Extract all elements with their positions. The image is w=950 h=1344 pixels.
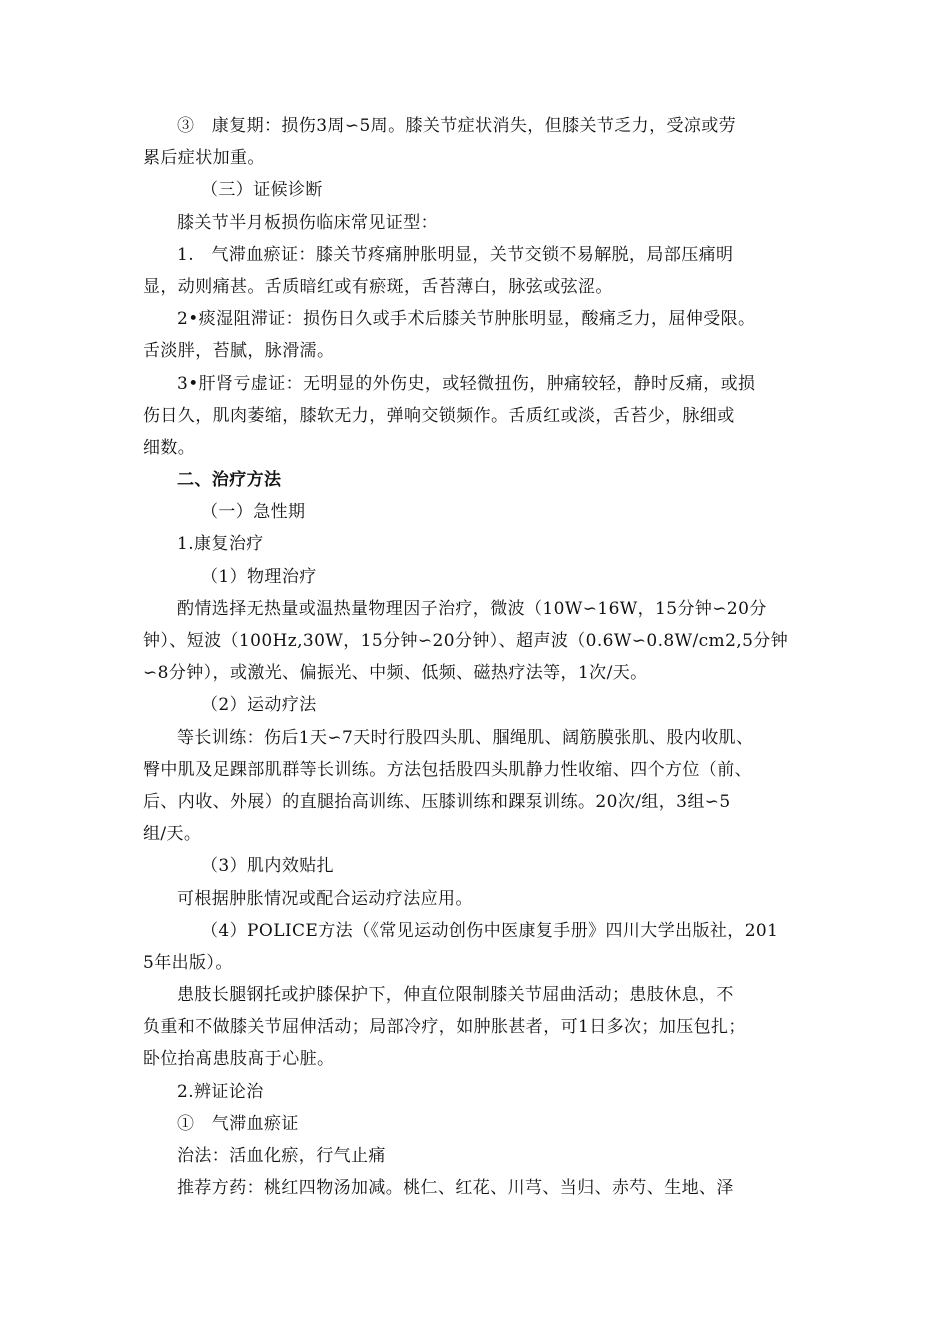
text-line: （一）急性期 <box>201 502 306 523</box>
text-line: （1）物理治疗 <box>201 566 317 587</box>
text-line: 3•肝肾亏虚证：无明显的外伤史，或轻微扭伤，肿痛较轻，静时反痛，或损 <box>177 373 756 394</box>
text-line: 患肢长腿钢托或护膝保护下，伸直位限制膝关节屈曲活动；患肢休息，不 <box>177 985 734 1006</box>
text-line: （4）POLICE方法（《常见运动创伤中医康复手册》四川大学出版社，201 <box>201 920 779 941</box>
text-line: ① 气滞血瘀证 <box>177 1113 299 1134</box>
text-line: 1. 气滞血瘀证：膝关节疼痛肿胀明显，关节交锁不易解脱，局部压痛明 <box>177 244 734 265</box>
text-line: 后、内收、外展）的直腿抬高训练、压膝训练和踝泵训练。20次/组，3组∽5 <box>143 791 731 812</box>
text-line: （三）证候诊断 <box>201 180 323 201</box>
text-line: 等长训练：伤后1天∽7天时行股四头肌、腘绳肌、阔筋膜张肌、股内收肌、 <box>177 727 754 748</box>
text-line: 舌淡胖，苔腻，脉滑濡。 <box>143 341 335 362</box>
text-line: 酌情选择无热量或温热量物理因子治疗，微波（10W∽16W，15分钟∽20分 <box>177 598 767 619</box>
text-line: ③ 康复期：损伤3周∽5周。膝关节症状消失，但膝关节乏力，受凉或劳 <box>177 116 737 136</box>
text-line: 2•痰湿阻滞证：损伤日久或手术后膝关节肿胀明显，酸痛乏力，屈伸受限。 <box>177 309 756 330</box>
text-line: 细数。 <box>143 437 196 458</box>
section-heading: 二、治疗方法 <box>177 470 282 491</box>
text-line: （2）运动疗法 <box>201 695 317 716</box>
text-line: 膝关节半月板损伤临床常见证型： <box>177 212 438 233</box>
text-line: 治法：活血化瘀，行气止痛 <box>177 1146 386 1166</box>
text-line: （3）肌内效贴扎 <box>201 856 335 877</box>
text-line: 臀中肌及足踝部肌群等长训练。方法包括股四头肌静力性收缩、四个方位（前、 <box>143 759 752 780</box>
text-line: 5年出版）。 <box>143 952 233 973</box>
text-line: 可根据肿胀情况或配合运动疗法应用。 <box>177 888 473 909</box>
text-line: 负重和不做膝关节屈伸活动；局部冷疗，如肿胀甚者，可1日多次；加压包扎； <box>143 1017 746 1038</box>
text-line: 钟）、短波（100Hz,30W，15分钟∽20分钟）、超声波（0.6W∽0.8W/cm2,5分钟 <box>143 631 789 651</box>
text-line: 卧位抬髙患肢髙于心脏。 <box>143 1049 335 1070</box>
text-line: ∽8分钟），或激光、偏振光、中频、低频、磁热疗法等，1次/天。 <box>143 663 648 684</box>
text-line: 显，动则痛甚。舌质暗红或有瘀斑，舌苔薄白，脉弦或弦涩。 <box>143 276 613 297</box>
text-line: 推荐方药：桃红四物汤加减。桃仁、红花、川芎、当归、赤芍、生地、泽 <box>177 1178 734 1199</box>
text-line: 2.辨证论治 <box>177 1081 264 1102</box>
text-line: 累后症状加重。 <box>143 148 265 169</box>
text-line: 伤日久，肌肉萎缩，膝软无力，弹响交锁频作。舌质红或淡，舌苔少，脉细或 <box>143 405 735 426</box>
document-page <box>143 110 813 1204</box>
text-line: 组/天。 <box>143 824 202 845</box>
text-line: 1.康复治疗 <box>177 534 264 555</box>
